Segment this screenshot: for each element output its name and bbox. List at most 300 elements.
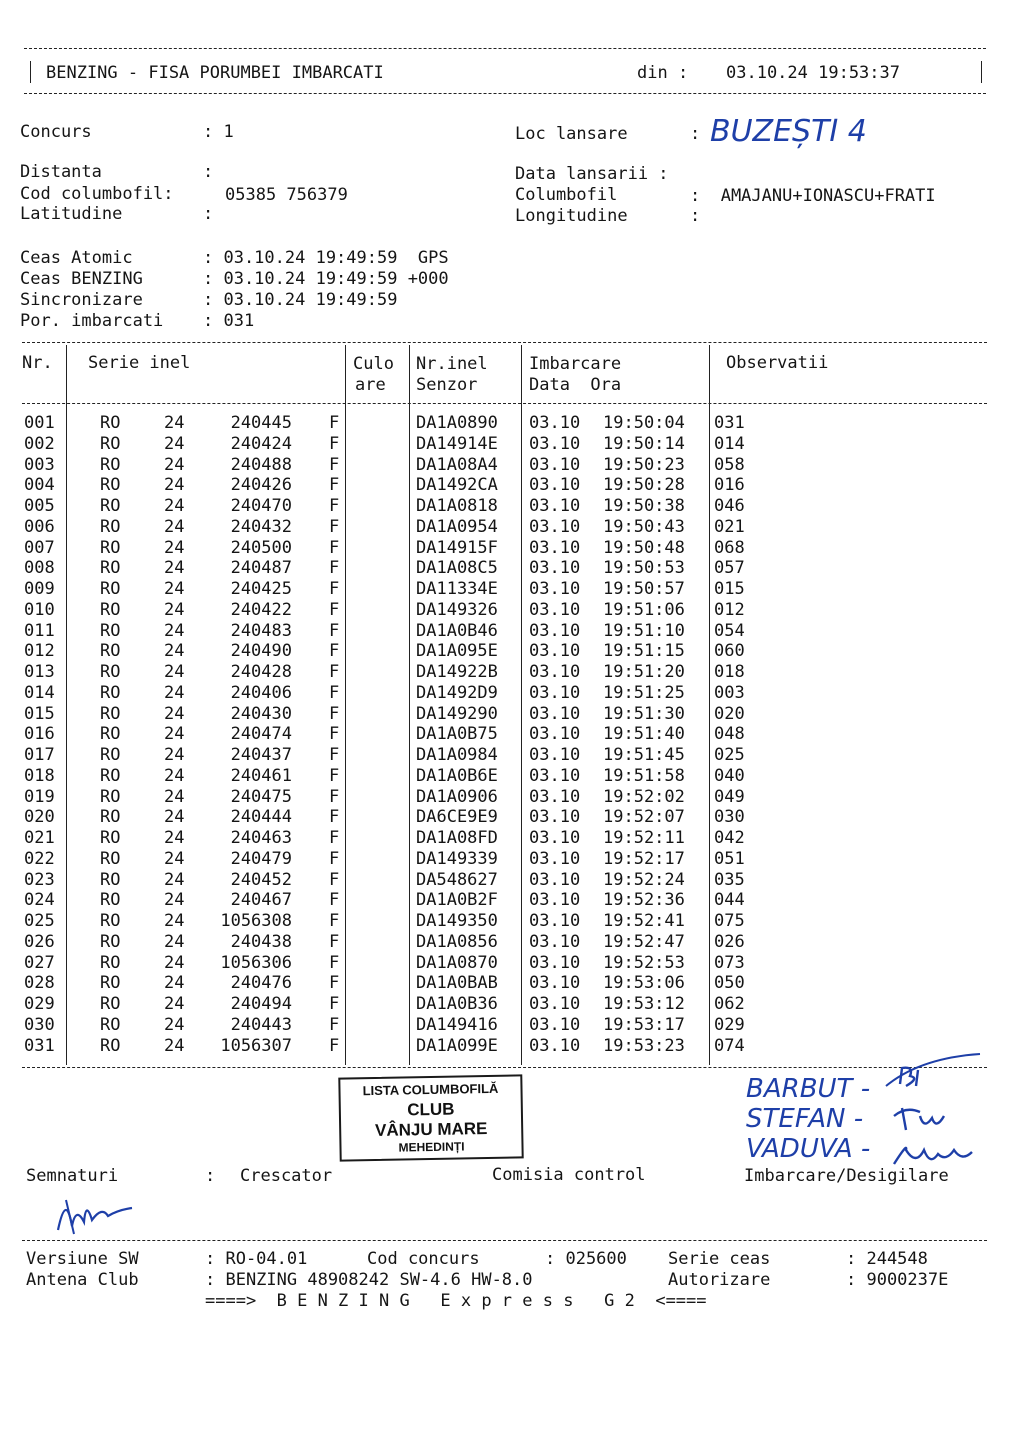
cell-senzor: DA1A0B36 xyxy=(416,994,498,1014)
cell-country: RO xyxy=(100,1014,121,1035)
table-row xyxy=(0,413,1024,434)
table-row xyxy=(0,558,1024,579)
cell-sex: F xyxy=(329,807,340,828)
cell-country: RO xyxy=(100,703,121,724)
stamp-line-2: CLUB xyxy=(407,1099,455,1120)
cell-date: 03.10 xyxy=(529,807,581,828)
cell-sex: F xyxy=(329,496,340,516)
cell-ring: 240461 xyxy=(230,765,292,786)
cell-senzor: DA149290 xyxy=(416,703,498,724)
cell-obs: 042 xyxy=(714,828,745,848)
table-bottom-separator xyxy=(22,1067,987,1068)
cell-nr: 018 xyxy=(24,765,55,786)
cell-nr: 025 xyxy=(24,911,55,931)
cell-sex: F xyxy=(329,537,340,558)
cell-nr: 026 xyxy=(24,931,55,952)
cell-nr: 002 xyxy=(24,433,55,454)
cell-date: 03.10 xyxy=(529,662,581,682)
autorizare-label: Autorizare xyxy=(668,1270,771,1290)
cell-senzor: DA149416 xyxy=(416,1014,498,1035)
header-culoare-2: are xyxy=(355,375,386,395)
cell-sex: F xyxy=(329,724,340,745)
cell-ring: 240470 xyxy=(230,496,292,516)
cell-ring: 240443 xyxy=(230,1014,292,1035)
cell-country: RO xyxy=(100,724,121,745)
cell-nr: 014 xyxy=(24,682,55,703)
cell-ring: 1056308 xyxy=(220,911,292,931)
cell-obs: 030 xyxy=(714,807,745,828)
cell-time: 19:51:30 xyxy=(603,703,685,724)
cell-time: 19:51:15 xyxy=(603,641,685,662)
cell-senzor: DA1A0870 xyxy=(416,952,498,973)
cell-time: 19:52:02 xyxy=(603,786,685,807)
cell-obs: 016 xyxy=(714,475,745,496)
cell-ring: 240425 xyxy=(230,579,292,599)
stamp-line-3: VÂNJU MARE xyxy=(374,1119,488,1140)
cell-nr: 016 xyxy=(24,724,55,745)
cell-year: 24 xyxy=(164,516,185,537)
cell-time: 19:50:48 xyxy=(603,537,685,558)
latitudine-value: : xyxy=(203,204,214,224)
cell-senzor: DA1A0B75 xyxy=(416,724,498,745)
table-row xyxy=(0,704,1024,725)
cell-time: 19:52:53 xyxy=(603,952,685,973)
cell-senzor: DA1A0856 xyxy=(416,931,498,952)
cell-year: 24 xyxy=(164,952,185,973)
cell-nr: 001 xyxy=(24,413,55,433)
cell-obs: 051 xyxy=(714,848,745,869)
cell-senzor: DA1A0906 xyxy=(416,786,498,807)
cell-time: 19:50:38 xyxy=(603,496,685,516)
cell-year: 24 xyxy=(164,973,185,994)
cell-nr: 010 xyxy=(24,599,55,620)
cod-concurs-value: : 025600 xyxy=(545,1249,627,1269)
cell-ring: 240422 xyxy=(230,599,292,620)
cell-sex: F xyxy=(329,1014,340,1035)
cell-ring: 240452 xyxy=(230,869,292,890)
longitudine-label: Longitudine xyxy=(515,206,628,226)
cell-obs: 050 xyxy=(714,973,745,994)
cell-ring: 240475 xyxy=(230,786,292,807)
serie-ceas-label: Serie ceas xyxy=(668,1249,771,1269)
table-row xyxy=(0,994,1024,1015)
cell-sex: F xyxy=(329,973,340,994)
table-row xyxy=(0,724,1024,745)
commission-name-3: VADUVA - xyxy=(746,1134,871,1164)
table-row xyxy=(0,579,1024,600)
cell-year: 24 xyxy=(164,682,185,703)
table-row xyxy=(0,496,1024,517)
loc-lansare-handwritten: BUZEȘTI 4 xyxy=(710,114,867,149)
sincronizare-label: Sincronizare xyxy=(20,290,143,310)
cod-concurs-label: Cod concurs xyxy=(367,1249,480,1269)
cell-sex: F xyxy=(329,641,340,662)
cell-senzor: DA1A0B6E xyxy=(416,765,498,786)
cell-year: 24 xyxy=(164,724,185,745)
cell-sex: F xyxy=(329,599,340,620)
cell-nr: 021 xyxy=(24,828,55,848)
cell-time: 19:52:36 xyxy=(603,890,685,911)
cell-country: RO xyxy=(100,786,121,807)
cell-ring: 240445 xyxy=(230,413,292,433)
cell-year: 24 xyxy=(164,433,185,454)
cell-sex: F xyxy=(329,828,340,848)
cell-date: 03.10 xyxy=(529,516,581,537)
cell-date: 03.10 xyxy=(529,994,581,1014)
cell-country: RO xyxy=(100,620,121,641)
loc-lansare-sep: : xyxy=(690,124,701,144)
table-row xyxy=(0,455,1024,476)
cell-time: 19:52:24 xyxy=(603,869,685,890)
header-data-ora: Data Ora xyxy=(529,375,622,395)
cell-country: RO xyxy=(100,973,121,994)
cell-sex: F xyxy=(329,890,340,911)
cell-date: 03.10 xyxy=(529,765,581,786)
cell-senzor: DA1492D9 xyxy=(416,682,498,703)
footer-separator xyxy=(22,1240,987,1241)
cell-year: 24 xyxy=(164,475,185,496)
columbofil-value: : AMAJANU+IONASCU+FRATI xyxy=(690,186,936,206)
ceas-atomic-label: Ceas Atomic xyxy=(20,248,133,268)
cell-country: RO xyxy=(100,579,121,599)
cell-country: RO xyxy=(100,869,121,890)
table-row xyxy=(0,973,1024,994)
cell-obs: 012 xyxy=(714,599,745,620)
cell-nr: 023 xyxy=(24,869,55,890)
cell-year: 24 xyxy=(164,1014,185,1035)
cell-year: 24 xyxy=(164,599,185,620)
cell-sex: F xyxy=(329,994,340,1014)
table-row xyxy=(0,662,1024,683)
cell-senzor: DA1A0B2F xyxy=(416,890,498,911)
cell-senzor: DA1492CA xyxy=(416,475,498,496)
table-row xyxy=(0,828,1024,849)
cell-time: 19:52:07 xyxy=(603,807,685,828)
cell-obs: 014 xyxy=(714,433,745,454)
cell-senzor: DA149326 xyxy=(416,599,498,620)
document-title: BENZING - FISA PORUMBEI IMBARCATI xyxy=(46,63,384,83)
cell-country: RO xyxy=(100,454,121,475)
cell-year: 24 xyxy=(164,828,185,848)
cell-obs: 057 xyxy=(714,558,745,579)
cell-sex: F xyxy=(329,475,340,496)
table-row xyxy=(0,475,1024,496)
cell-obs: 075 xyxy=(714,911,745,931)
cell-nr: 012 xyxy=(24,641,55,662)
commission-signatures xyxy=(880,1046,990,1176)
cell-ring: 1056307 xyxy=(220,1035,292,1056)
cell-year: 24 xyxy=(164,579,185,599)
table-row xyxy=(0,849,1024,870)
cell-year: 24 xyxy=(164,537,185,558)
cell-date: 03.10 xyxy=(529,496,581,516)
autorizare-value: : 9000237E xyxy=(846,1270,949,1290)
porumbei-imbarcati-label: Por. imbarcati xyxy=(20,311,164,331)
cell-obs: 003 xyxy=(714,682,745,703)
cell-country: RO xyxy=(100,807,121,828)
cell-year: 24 xyxy=(164,890,185,911)
cell-obs: 020 xyxy=(714,703,745,724)
cell-country: RO xyxy=(100,662,121,682)
cell-year: 24 xyxy=(164,911,185,931)
cell-senzor: DA1A0818 xyxy=(416,496,498,516)
cell-country: RO xyxy=(100,537,121,558)
cell-country: RO xyxy=(100,558,121,579)
cell-date: 03.10 xyxy=(529,828,581,848)
commission-name-2: STEFAN - xyxy=(746,1104,864,1134)
cell-sex: F xyxy=(329,662,340,682)
cell-nr: 019 xyxy=(24,786,55,807)
cell-country: RO xyxy=(100,848,121,869)
cell-country: RO xyxy=(100,496,121,516)
table-row xyxy=(0,807,1024,828)
cell-sex: F xyxy=(329,413,340,433)
cell-country: RO xyxy=(100,931,121,952)
cell-year: 24 xyxy=(164,1035,185,1056)
header-observatii: Observatii xyxy=(726,353,829,373)
table-row xyxy=(0,766,1024,787)
cell-senzor: DA149339 xyxy=(416,848,498,869)
cell-obs: 073 xyxy=(714,952,745,973)
cell-nr: 009 xyxy=(24,579,55,599)
cell-senzor: DA1A08C5 xyxy=(416,558,498,579)
cell-date: 03.10 xyxy=(529,931,581,952)
cell-obs: 062 xyxy=(714,994,745,1014)
antena-club-value: : BENZING 48908242 SW-4.6 HW-8.0 xyxy=(205,1270,533,1290)
cell-nr: 011 xyxy=(24,620,55,641)
cell-time: 19:50:23 xyxy=(603,454,685,475)
cell-time: 19:53:12 xyxy=(603,994,685,1014)
cell-time: 19:51:25 xyxy=(603,682,685,703)
cell-ring: 240494 xyxy=(230,994,292,1014)
table-row xyxy=(0,683,1024,704)
cell-year: 24 xyxy=(164,703,185,724)
print-datetime: 03.10.24 19:53:37 xyxy=(726,63,900,83)
cell-time: 19:53:23 xyxy=(603,1035,685,1056)
cell-ring: 240438 xyxy=(230,931,292,952)
cell-nr: 020 xyxy=(24,807,55,828)
table-row xyxy=(0,538,1024,559)
cell-year: 24 xyxy=(164,869,185,890)
club-stamp xyxy=(338,1074,523,1161)
cell-time: 19:51:06 xyxy=(603,599,685,620)
cell-year: 24 xyxy=(164,994,185,1014)
header-culoare-1: Culo xyxy=(353,354,394,374)
cell-year: 24 xyxy=(164,848,185,869)
cell-year: 24 xyxy=(164,413,185,433)
cell-sex: F xyxy=(329,433,340,454)
cell-sex: F xyxy=(329,765,340,786)
table-row xyxy=(0,911,1024,932)
cell-time: 19:53:06 xyxy=(603,973,685,994)
cell-nr: 006 xyxy=(24,516,55,537)
cell-ring: 240479 xyxy=(230,848,292,869)
cell-time: 19:50:53 xyxy=(603,558,685,579)
ceas-atomic-value: : 03.10.24 19:49:59 GPS xyxy=(203,248,449,268)
table-row xyxy=(0,434,1024,455)
versiune-sw-label: Versiune SW xyxy=(26,1249,139,1269)
cell-sex: F xyxy=(329,786,340,807)
cell-ring: 240432 xyxy=(230,516,292,537)
table-row xyxy=(0,953,1024,974)
cell-date: 03.10 xyxy=(529,911,581,931)
cell-year: 24 xyxy=(164,454,185,475)
cell-obs: 025 xyxy=(714,745,745,765)
cell-ring: 240444 xyxy=(230,807,292,828)
cell-time: 19:50:57 xyxy=(603,579,685,599)
longitudine-value: : xyxy=(690,206,701,226)
cell-country: RO xyxy=(100,890,121,911)
serie-ceas-value: : 244548 xyxy=(846,1249,928,1269)
cell-ring: 240424 xyxy=(230,433,292,454)
cell-nr: 031 xyxy=(24,1035,55,1056)
cell-senzor: DA1A08A4 xyxy=(416,454,498,475)
cell-nr: 015 xyxy=(24,703,55,724)
cell-time: 19:51:20 xyxy=(603,662,685,682)
data-lansarii-label: Data lansarii : xyxy=(515,164,669,184)
cell-time: 19:52:41 xyxy=(603,911,685,931)
crescator-label: Crescator xyxy=(240,1166,333,1186)
date-label: din : xyxy=(637,63,689,83)
cell-sex: F xyxy=(329,558,340,579)
concurs-label: Concurs xyxy=(20,122,92,142)
cell-sex: F xyxy=(329,911,340,931)
cell-senzor: DA548627 xyxy=(416,869,498,890)
cell-senzor: DA1A08FD xyxy=(416,828,498,848)
cell-ring: 240474 xyxy=(230,724,292,745)
cell-ring: 240406 xyxy=(230,682,292,703)
cell-ring: 240500 xyxy=(230,537,292,558)
cell-sex: F xyxy=(329,952,340,973)
cell-sex: F xyxy=(329,620,340,641)
cell-obs: 035 xyxy=(714,869,745,890)
columbofil-label: Columbofil xyxy=(515,185,618,205)
brand-line: ====> B E N Z I N G E x p r e s s G 2 <==== xyxy=(205,1291,707,1311)
table-row xyxy=(0,1015,1024,1036)
cell-year: 24 xyxy=(164,641,185,662)
cell-obs: 018 xyxy=(714,662,745,682)
cell-nr: 027 xyxy=(24,952,55,973)
table-row xyxy=(0,641,1024,662)
cell-country: RO xyxy=(100,475,121,496)
cell-ring: 240488 xyxy=(230,454,292,475)
cell-time: 19:53:17 xyxy=(603,1014,685,1035)
cell-date: 03.10 xyxy=(529,558,581,579)
cell-obs: 068 xyxy=(714,537,745,558)
cell-ring: 240476 xyxy=(230,973,292,994)
cell-date: 03.10 xyxy=(529,890,581,911)
cell-senzor: DA1A0890 xyxy=(416,413,498,433)
cell-obs: 029 xyxy=(714,1014,745,1035)
header-nr-inel: Nr.inel xyxy=(416,354,488,374)
cell-nr: 028 xyxy=(24,973,55,994)
cell-nr: 008 xyxy=(24,558,55,579)
cell-time: 19:51:40 xyxy=(603,724,685,745)
cell-ring: 240487 xyxy=(230,558,292,579)
header-nr: Nr. xyxy=(22,353,53,373)
cod-columbofil-value: 05385 756379 xyxy=(225,185,348,205)
cell-date: 03.10 xyxy=(529,1014,581,1035)
stamp-line-1: LISTA COLUMBOFILĂ xyxy=(362,1080,499,1099)
cell-country: RO xyxy=(100,828,121,848)
comisia-control-label: Comisia control xyxy=(492,1165,646,1185)
table-row xyxy=(0,621,1024,642)
cell-nr: 013 xyxy=(24,662,55,682)
cell-sex: F xyxy=(329,682,340,703)
cell-obs: 049 xyxy=(714,786,745,807)
cell-nr: 030 xyxy=(24,1014,55,1035)
cod-columbofil-label: Cod columbofil: xyxy=(20,184,174,204)
cell-country: RO xyxy=(100,745,121,765)
cell-year: 24 xyxy=(164,745,185,765)
cell-obs: 046 xyxy=(714,496,745,516)
cell-nr: 003 xyxy=(24,454,55,475)
concurs-value: : 1 xyxy=(203,122,234,142)
cell-date: 03.10 xyxy=(529,641,581,662)
cell-year: 24 xyxy=(164,662,185,682)
ceas-benzing-value: : 03.10.24 19:49:59 +000 xyxy=(203,269,449,289)
cell-time: 19:52:47 xyxy=(603,931,685,952)
versiune-sw-value: : RO-04.01 xyxy=(205,1249,308,1269)
cell-senzor: DA14922B xyxy=(416,662,498,682)
cell-date: 03.10 xyxy=(529,848,581,869)
semnaturi-sep: : xyxy=(205,1166,216,1186)
cell-date: 03.10 xyxy=(529,786,581,807)
cell-time: 19:51:58 xyxy=(603,765,685,786)
cell-date: 03.10 xyxy=(529,745,581,765)
table-row xyxy=(0,600,1024,621)
cell-senzor: DA14914E xyxy=(416,433,498,454)
cell-senzor: DA6CE9E9 xyxy=(416,807,498,828)
cell-time: 19:51:45 xyxy=(603,745,685,765)
table-row xyxy=(0,787,1024,808)
header-senzor: Senzor xyxy=(416,375,478,395)
cell-year: 24 xyxy=(164,931,185,952)
cell-senzor: DA1A0B46 xyxy=(416,620,498,641)
distanta-label: Distanta xyxy=(20,162,102,182)
cell-nr: 004 xyxy=(24,475,55,496)
header-imbarcare: Imbarcare xyxy=(529,354,622,374)
sincronizare-value: : 03.10.24 19:49:59 xyxy=(203,290,398,310)
cell-obs: 044 xyxy=(714,890,745,911)
table-top-separator xyxy=(22,342,987,343)
cell-country: RO xyxy=(100,1035,121,1056)
cell-obs: 040 xyxy=(714,765,745,786)
ceas-benzing-label: Ceas BENZING xyxy=(20,269,143,289)
cell-obs: 048 xyxy=(714,724,745,745)
cell-senzor: DA14915F xyxy=(416,537,498,558)
cell-senzor: DA11334E xyxy=(416,579,498,599)
imbarcare-desigilare-label: Imbarcare/Desigilare xyxy=(744,1166,949,1186)
cell-country: RO xyxy=(100,413,121,433)
cell-date: 03.10 xyxy=(529,620,581,641)
table-row xyxy=(0,1036,1024,1057)
cell-year: 24 xyxy=(164,807,185,828)
table-row xyxy=(0,890,1024,911)
cell-sex: F xyxy=(329,1035,340,1056)
cell-obs: 015 xyxy=(714,579,745,599)
cell-year: 24 xyxy=(164,786,185,807)
cell-date: 03.10 xyxy=(529,433,581,454)
table-header-separator xyxy=(22,403,987,404)
cell-senzor: DA1A0954 xyxy=(416,516,498,537)
cell-sex: F xyxy=(329,516,340,537)
cell-country: RO xyxy=(100,641,121,662)
cell-ring: 240483 xyxy=(230,620,292,641)
cell-country: RO xyxy=(100,433,121,454)
cell-ring: 240490 xyxy=(230,641,292,662)
cell-obs: 021 xyxy=(714,516,745,537)
